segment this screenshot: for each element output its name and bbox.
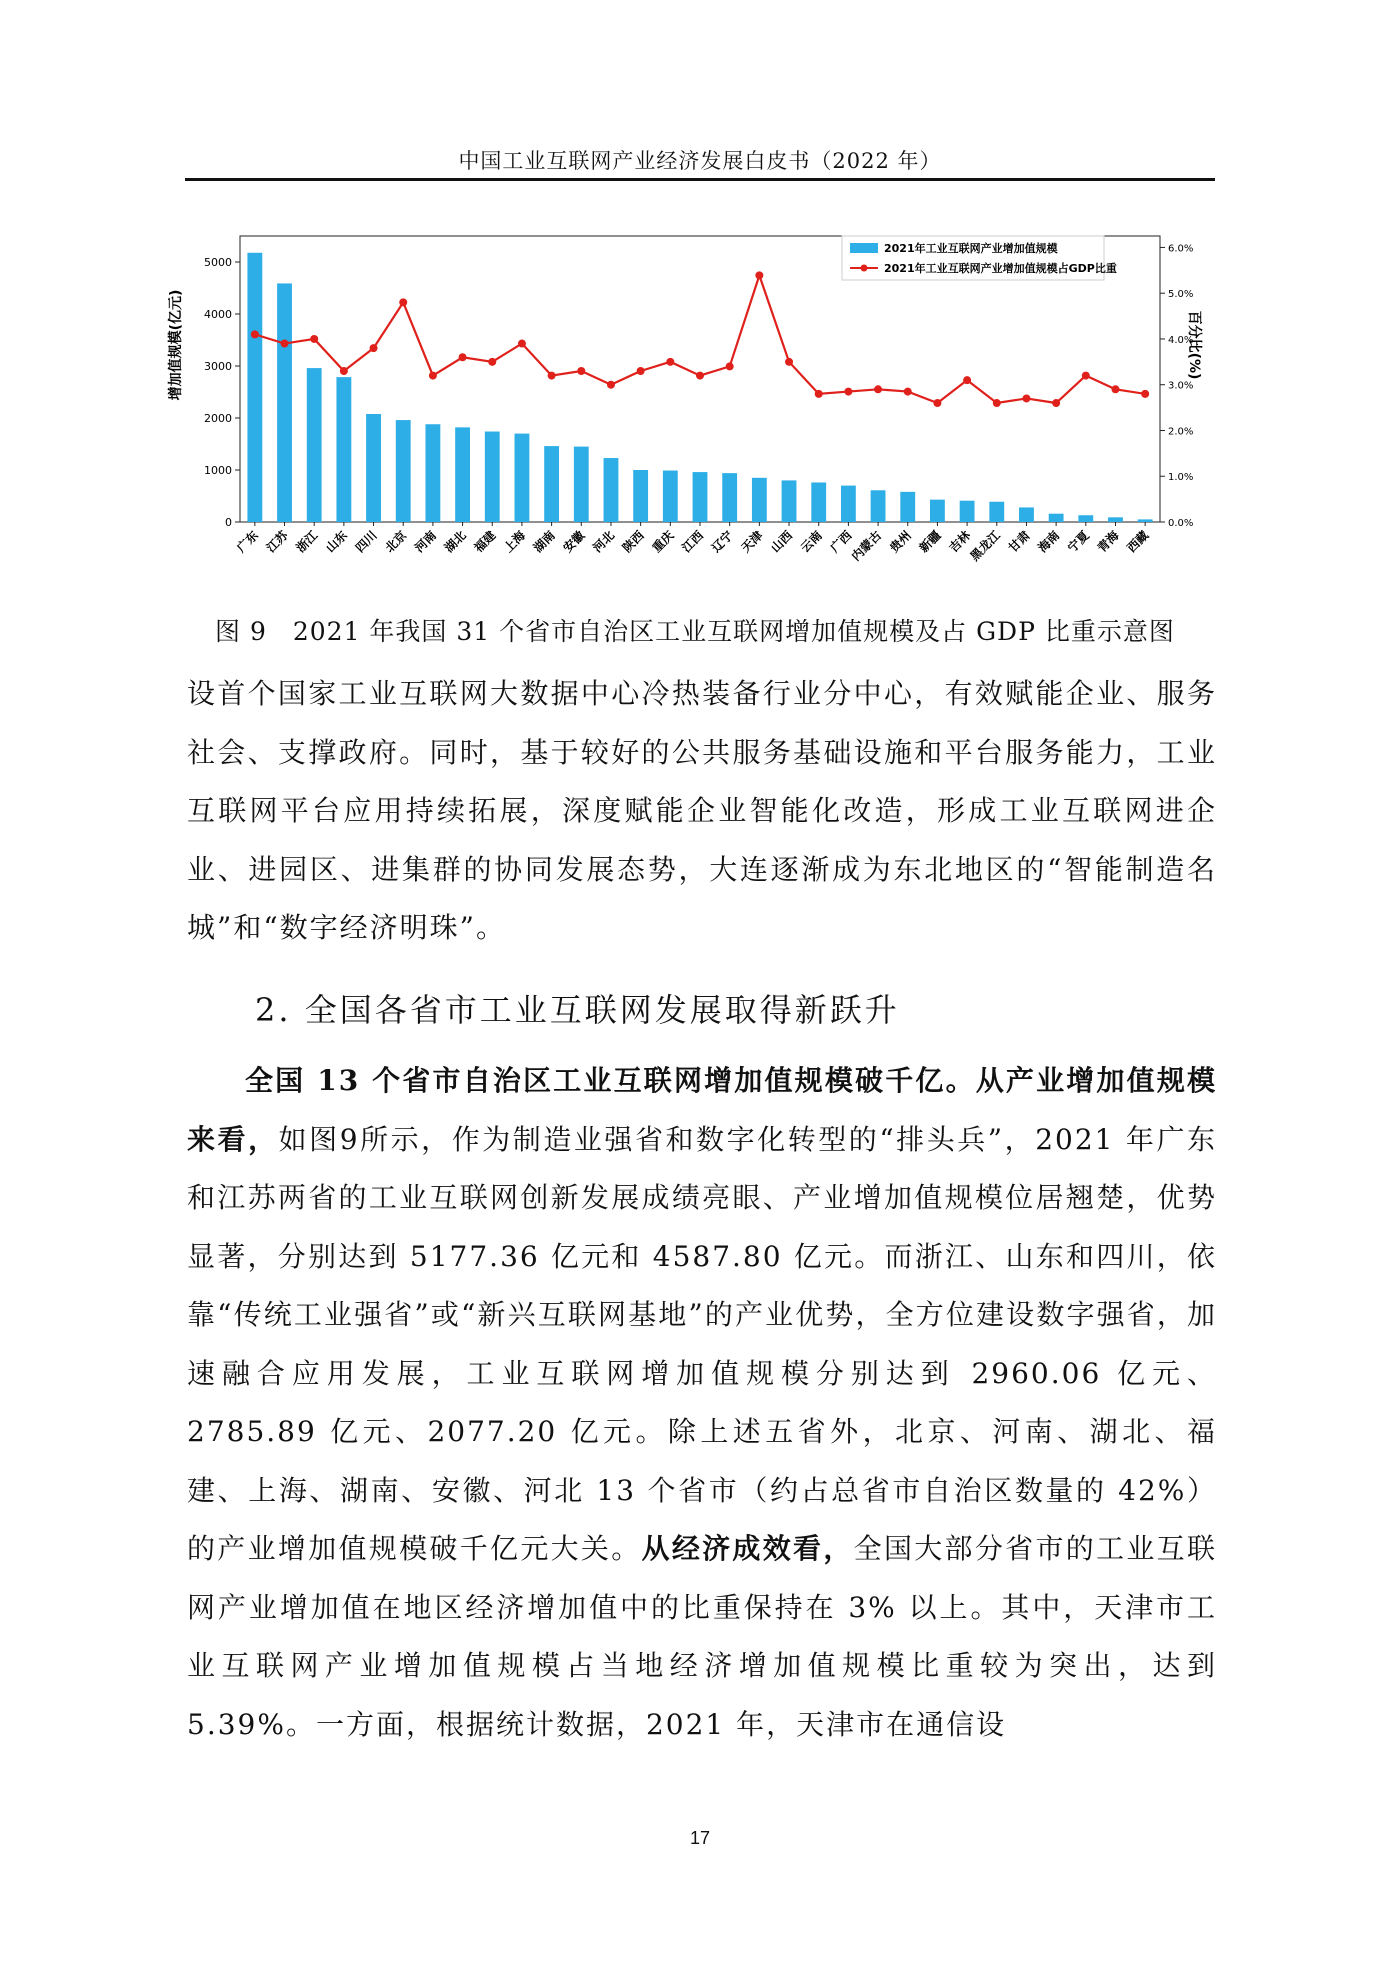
line-point — [726, 362, 734, 370]
paragraph-2-text-2: 全国大部分省市的工业互联网产业增加值在地区经济增加值中的比重保持在 3% 以上。其中，天津市工业互联网产业增加值规模占当地经济增加值规模比重较为突出，达到 5.39%。一方面，根据统计数据，2021 年，天津市在通信设 — [187, 1532, 1217, 1741]
x-tick-label: 安徽 — [560, 528, 588, 556]
bar — [811, 482, 826, 522]
bar — [277, 283, 292, 522]
y2-axis-label: 百分比(%) — [1186, 310, 1202, 380]
x-tick-label: 浙江 — [293, 528, 321, 556]
bar — [425, 424, 440, 522]
bar — [1019, 507, 1034, 522]
legend-line-marker — [861, 265, 868, 272]
x-tick-label: 海南 — [1035, 528, 1063, 556]
line-point — [1082, 372, 1090, 380]
line-point — [666, 358, 674, 366]
bar — [782, 480, 797, 522]
bar — [247, 253, 262, 522]
bar — [693, 472, 708, 522]
bar — [900, 492, 915, 522]
x-tick-label: 河南 — [412, 528, 440, 556]
bar — [871, 490, 886, 522]
x-tick-label: 江苏 — [263, 528, 291, 556]
legend-line-label: 2021年工业互联网产业增加值规模占GDP比重 — [884, 262, 1117, 275]
line-point — [518, 340, 526, 348]
bar — [752, 478, 767, 522]
x-tick-label: 黑龙江 — [967, 528, 1003, 564]
y-tick-label: 4000 — [204, 308, 232, 321]
legend-bar-swatch — [850, 243, 878, 253]
x-tick-label: 江西 — [679, 528, 707, 556]
x-tick-label: 山东 — [323, 528, 350, 556]
running-header: 中国工业互联网产业经济发展白皮书（2022 年） — [458, 149, 942, 173]
line-point — [844, 388, 852, 396]
y-tick-label: 2000 — [204, 412, 232, 425]
line-point — [904, 388, 912, 396]
line-point — [251, 330, 259, 338]
x-tick-label: 吉林 — [946, 528, 974, 556]
x-tick-label: 河北 — [590, 528, 618, 556]
paragraph-2-lead-bold: 全国 13 个省市自治区工业互联网增加值规模破千亿。从产业增加值规模来看， — [187, 1064, 1217, 1156]
x-tick-label: 福建 — [471, 528, 499, 556]
bar — [633, 470, 648, 522]
bar — [989, 502, 1004, 522]
x-tick-label: 甘肃 — [1005, 528, 1033, 556]
x-tick-label: 广西 — [827, 528, 855, 556]
x-tick-label: 陕西 — [619, 528, 647, 556]
line-point — [429, 372, 437, 380]
bar — [455, 427, 470, 522]
line-point — [1141, 390, 1149, 398]
y2-tick-label: 2.0% — [1168, 426, 1194, 438]
line-point — [1022, 394, 1030, 402]
paragraph-2 — [187, 1052, 1217, 1754]
y2-tick-label: 3.0% — [1168, 380, 1194, 392]
line-point — [696, 372, 704, 380]
legend — [842, 236, 1117, 280]
line-point — [577, 367, 585, 375]
line-point — [607, 381, 615, 389]
y2-tick-label: 4.0% — [1168, 334, 1194, 346]
line-point — [637, 367, 645, 375]
bar — [1108, 517, 1123, 522]
bar — [960, 501, 975, 522]
line-point — [548, 372, 556, 380]
x-tick-label: 青海 — [1094, 528, 1122, 556]
line-point — [459, 353, 467, 361]
y2-tick-label: 6.0% — [1168, 243, 1194, 255]
y-tick-label: 5000 — [204, 256, 232, 269]
y2-tick-label: 0.0% — [1168, 518, 1194, 529]
line-point — [399, 298, 407, 306]
bar — [841, 486, 856, 522]
bar — [722, 473, 737, 522]
bar — [336, 377, 351, 522]
line-point — [933, 399, 941, 407]
bar — [1078, 515, 1093, 522]
x-tick-label: 云南 — [797, 528, 825, 556]
line-point — [993, 399, 1001, 407]
line-point — [281, 340, 289, 348]
x-tick-label: 广东 — [234, 528, 261, 556]
paragraph-2-text-1: 如图9所示，作为制造业强省和数字化转型的“排头兵”，2021 年广东和江苏两省的工业互联网创新发展成绩亮眼、产业增加值规模位居翘楚，优势显著，分别达到 5177.36 亿元和 4587.80 亿元。而浙江、山东和四川，依靠“传统工业强省”或“新兴互联网基地”的产业优势，全方位建设数字强省，加速融合应用发展，工业互联网增加值规模分别达到 2960.06 亿元、2785.89 亿元、2077.20 亿元。除上述五省外，北京、河南、湖北、福建、上海、湖南、安徽、河北 13 个省市（约占总省市自治区数量的 42%）的产业增加值规模破千亿元大关。 — [187, 1122, 1217, 1565]
line-point — [1111, 385, 1119, 393]
gdp-share-line — [255, 275, 1145, 403]
paragraph-1: 设首个国家工业互联网大数据中心冷热装备行业分中心，有效赋能企业、服务社会、支撑政府。同时，基于较好的公共服务基础设施和平台服务能力，工业互联网平台应用持续拓展，深度赋能企业智能化改造，形成工业互联网进企业、进园区、进集群的协同发展态势，大连逐渐成为东北地区的“智能制造名城”和“数字经济明珠”。 — [187, 677, 1217, 944]
bar — [1049, 514, 1064, 522]
line-point — [815, 390, 823, 398]
x-tick-label: 湖北 — [441, 528, 469, 556]
x-tick-label: 新疆 — [916, 528, 944, 556]
plot-area — [204, 236, 1193, 564]
x-tick-label: 湖南 — [530, 528, 558, 556]
line-point — [370, 344, 378, 352]
figure-caption: 图 9 2021 年我国 31 个省市自治区工业互联网增加值规模及占 GDP 比重示意图 — [215, 617, 1175, 646]
header-rule — [185, 178, 1215, 181]
line-point — [963, 376, 971, 384]
bar — [366, 414, 381, 522]
line-point — [1052, 399, 1060, 407]
legend-bar-label: 2021年工业互联网产业增加值规模 — [884, 242, 1058, 255]
y-tick-label: 3000 — [204, 360, 232, 373]
bar — [515, 434, 530, 522]
bar — [485, 432, 500, 522]
x-tick-label: 内蒙古 — [848, 528, 885, 564]
x-tick-label: 上海 — [501, 528, 529, 556]
x-tick-label: 西藏 — [1124, 528, 1152, 556]
line-point — [488, 358, 496, 366]
y-tick-label: 0 — [225, 516, 232, 529]
line-point — [755, 271, 763, 279]
y2-tick-label: 1.0% — [1168, 472, 1194, 484]
bar — [574, 447, 589, 522]
bar — [544, 446, 559, 522]
section-heading: 2. 全国各省市工业互联网发展取得新跃升 — [255, 991, 900, 1029]
y-tick-label: 1000 — [204, 464, 232, 477]
page-number: 17 — [689, 1828, 711, 1848]
bar-line-chart — [160, 230, 1220, 600]
x-tick-label: 北京 — [382, 528, 410, 556]
x-tick-label: 重庆 — [649, 528, 677, 556]
bar — [663, 471, 678, 522]
bar — [604, 458, 619, 522]
y2-tick-label: 5.0% — [1168, 289, 1194, 301]
bar — [1138, 519, 1153, 522]
line-point — [340, 367, 348, 375]
y-axis-label: 增加值规模(亿元) — [168, 289, 184, 401]
line-point — [310, 335, 318, 343]
bar — [930, 500, 945, 522]
paragraph-2-mid-bold: 从经济成效看， — [641, 1532, 854, 1565]
x-tick-label: 山西 — [768, 528, 796, 556]
bar — [396, 420, 411, 522]
x-tick-label: 辽宁 — [708, 528, 736, 556]
line-point — [874, 385, 882, 393]
x-tick-label: 四川 — [352, 528, 380, 556]
x-tick-label: 贵州 — [886, 528, 914, 556]
line-point — [785, 358, 793, 366]
x-tick-label: 天津 — [738, 528, 766, 556]
bar — [307, 368, 322, 522]
x-tick-label: 宁夏 — [1065, 528, 1092, 556]
